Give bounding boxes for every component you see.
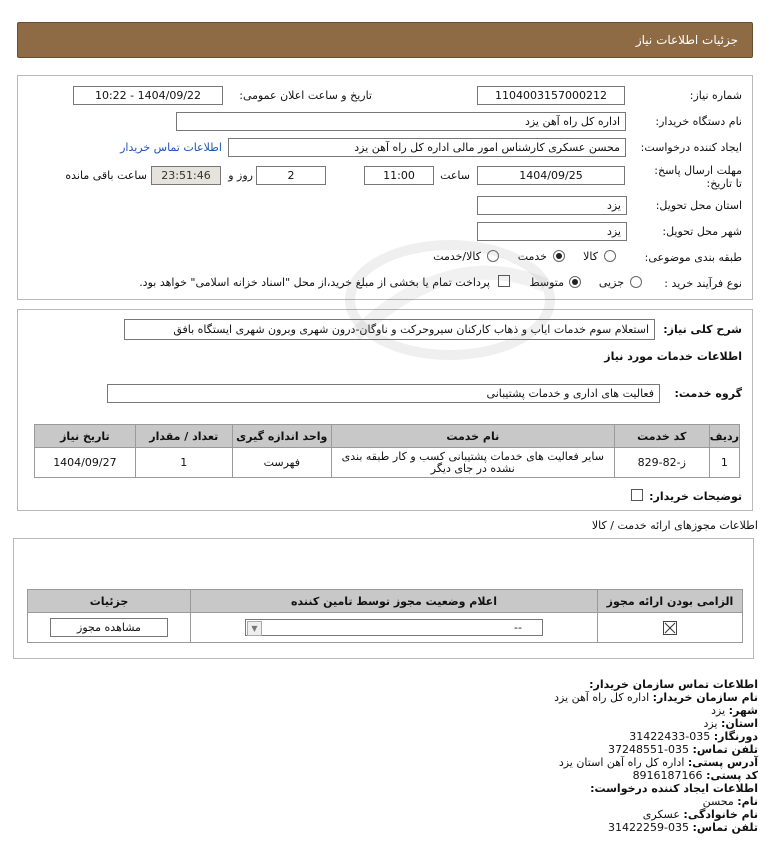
permits-section-title: اطلاعات مجوزهای ارائه خدمت / کالا	[591, 519, 758, 532]
creator-phone-value: 035-31422259	[608, 821, 690, 834]
category-radio-service[interactable]	[553, 250, 565, 262]
need-number-field: 1104003157000212	[477, 86, 625, 105]
category-label: طبقه بندی موضوعی:	[644, 251, 742, 264]
col-unit-header: واحد اندازه گیری	[232, 425, 331, 448]
contact-org	[554, 691, 758, 704]
remaining-time-label: ساعت باقی مانده	[65, 169, 147, 182]
service-name: سایر فعالیت های خدمات پشتیبانی کسب و کار طبقه بندی نشده در جای دیگر	[331, 448, 614, 478]
unit-of-measure: فهرست	[232, 448, 331, 478]
contact-phone	[608, 743, 758, 756]
creator-info-title: اطلاعات ایجاد کننده درخواست:	[590, 782, 758, 795]
city-field: یزد	[477, 222, 627, 241]
contact-phone-value: 035-37248551	[608, 743, 690, 756]
permit-details-cell	[28, 613, 191, 643]
table-row	[35, 448, 740, 478]
city-label: شهر محل تحویل:	[662, 225, 742, 238]
col-row-header: ردیف	[709, 425, 739, 448]
service-group-field: فعالیت های اداری و خدمات پشتیبانی	[107, 384, 660, 403]
buyer-notes-checkbox[interactable]	[631, 489, 643, 501]
permit-status-select[interactable]	[245, 619, 543, 636]
creator-field: محسن عسکری کارشناس امور مالی اداره کل راه آهن یزد	[228, 138, 626, 157]
col-qty-header: تعداد / مقدار	[135, 425, 232, 448]
contact-postal-code	[633, 769, 758, 782]
contact-address-label: آدرس پستی:	[687, 756, 758, 769]
days-label: روز و	[228, 169, 253, 182]
need-number-label: شماره نیاز:	[689, 89, 742, 102]
creator-first-name	[703, 795, 758, 808]
process-radio-minor[interactable]	[630, 276, 642, 288]
service-code: ز-82-829	[614, 448, 709, 478]
category-service-label: خدمت	[517, 250, 547, 263]
creator-label: ایجاد کننده درخواست:	[640, 141, 742, 154]
need-date: 1404/09/27	[35, 448, 136, 478]
page-header	[17, 22, 753, 58]
contact-province-value: یزد	[703, 717, 718, 730]
contact-fax-value: 035-31422433	[629, 730, 711, 743]
description-label: شرح کلی نیاز:	[663, 323, 742, 336]
quantity: 1	[135, 448, 232, 478]
category-goods-label: کالا	[583, 250, 598, 263]
process-type-label: نوع فرآیند خرید :	[664, 277, 742, 290]
buyer-name-field: اداره کل راه آهن یزد	[176, 112, 626, 131]
deadline-time-field: 11:00	[364, 166, 434, 185]
creator-last-name-value: عسکری	[642, 808, 680, 821]
buyer-contact-link[interactable]: اطلاعات تماس خریدار	[120, 141, 222, 154]
buyer-notes-label: توضیحات خریدار:	[649, 490, 742, 503]
close-icon	[663, 621, 677, 635]
contact-org-value: اداره کل راه آهن یزد	[554, 691, 650, 704]
need-info-panel	[17, 75, 753, 300]
contact-fax-label: دورنگار:	[713, 730, 758, 743]
contact-postal-value: 8916187166	[632, 769, 703, 782]
creator-phone-label: تلفن تماس:	[692, 821, 758, 834]
creator-last-name-label: نام خانوادگی:	[683, 808, 758, 821]
deadline-time-label: ساعت	[440, 169, 470, 182]
contact-city	[711, 704, 758, 717]
page-title: جزئیات اطلاعات نیاز	[635, 33, 738, 47]
creator-first-name-label: نام:	[737, 795, 758, 808]
process-medium-label: متوسط	[529, 276, 564, 289]
view-permit-button[interactable]: مشاهده مجوز	[50, 618, 168, 637]
services-title: اطلاعات خدمات مورد نیاز	[604, 350, 742, 363]
service-group-label: گروه خدمت:	[674, 387, 742, 400]
contact-fax	[629, 730, 758, 743]
col-permit-details-header: جزئیات	[28, 590, 191, 613]
contact-city-value: یزد	[711, 704, 726, 717]
row-number: 1	[709, 448, 739, 478]
category-goods-service-label: کالا/خدمت	[433, 250, 481, 263]
col-code-header: کد خدمت	[614, 425, 709, 448]
col-date-header: تاریخ نیاز	[35, 425, 136, 448]
creator-first-name-value: محسن	[702, 795, 734, 808]
col-permit-status-header: اعلام وضعیت مجوز توسط تامین کننده	[191, 590, 598, 613]
buyer-contact-title: اطلاعات تماس سازمان خریدار:	[589, 678, 758, 691]
contact-org-label: نام سازمان خریدار:	[652, 691, 758, 704]
deadline-date-field: 1404/09/25	[477, 166, 625, 185]
announce-date-field: 1404/09/22 - 10:22	[73, 86, 223, 105]
permits-table	[27, 589, 743, 643]
contact-phone-label: تلفن تماس:	[692, 743, 758, 756]
treasury-payment-label: پرداخت تمام یا بخشی از مبلغ خرید،از محل "اسناد خزانه اسلامی" خواهد بود.	[139, 276, 490, 289]
days-field: 2	[256, 166, 326, 185]
contact-province-label: استان:	[721, 717, 758, 730]
col-permit-required-header: الزامی بودن ارائه مجوز	[598, 590, 743, 613]
contact-postal-label: کد پستی:	[706, 769, 758, 782]
table-row	[28, 613, 743, 643]
col-name-header: نام خدمت	[331, 425, 614, 448]
contact-city-label: شهر:	[728, 704, 758, 717]
process-minor-label: جزیی	[598, 276, 624, 289]
creator-phone	[608, 821, 758, 834]
contact-province	[703, 717, 758, 730]
buyer-name-label: نام دستگاه خریدار:	[655, 115, 742, 128]
description-field: استعلام سوم خدمات ایاب و ذهاب کارکنان سیروحرکت و ناوگان-درون شهری وبرون شهری ایستگاه بافق	[124, 319, 655, 340]
permit-status-value: --	[514, 621, 522, 634]
contact-address	[559, 756, 758, 769]
province-field: یزد	[477, 196, 627, 215]
process-radio-medium[interactable]	[569, 276, 581, 288]
chevron-down-icon[interactable]: ▼	[247, 621, 262, 636]
contact-address-value: اداره کل راه آهن استان یزد	[558, 756, 685, 769]
services-table	[34, 424, 740, 478]
category-radio-goods-service[interactable]	[487, 250, 499, 262]
province-label: استان محل تحویل:	[655, 199, 742, 212]
remaining-time-field: 23:51:46	[151, 166, 221, 185]
category-radio-goods[interactable]	[604, 250, 616, 262]
creator-last-name	[643, 808, 758, 821]
deadline-label: مهلت ارسال پاسخ: تا تاریخ:	[654, 164, 742, 190]
permit-status-cell	[191, 613, 598, 643]
announce-date-label: تاریخ و ساعت اعلان عمومی:	[239, 89, 372, 102]
permit-required-cell	[598, 613, 743, 643]
treasury-payment-checkbox[interactable]	[498, 275, 510, 287]
